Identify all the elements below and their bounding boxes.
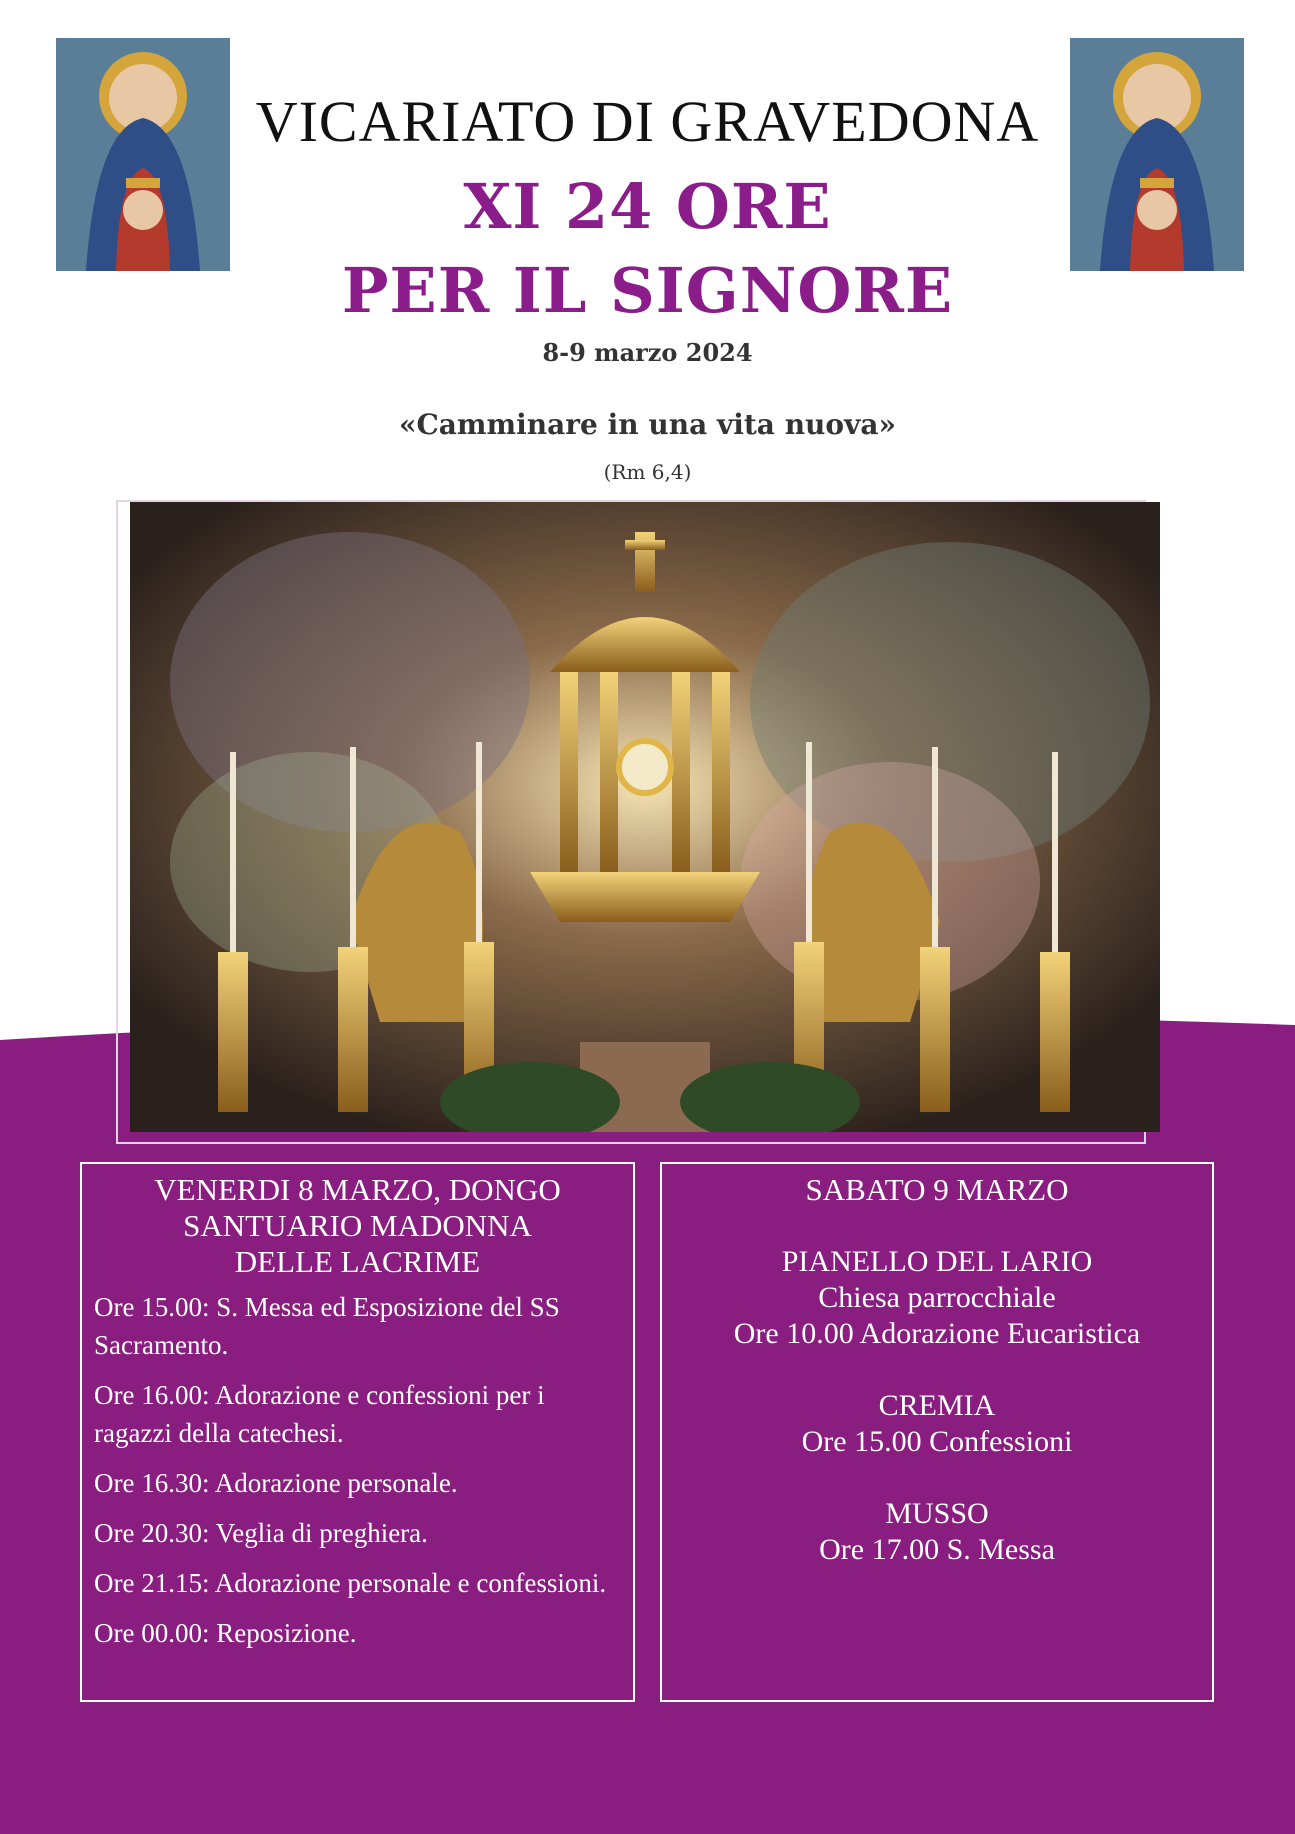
saturday-location-pianello bbox=[662, 1244, 1212, 1352]
location-name: PIANELLO DEL LARIO bbox=[781, 1245, 1093, 1278]
saturday-location-cremia bbox=[662, 1388, 1212, 1460]
saturday-program-box bbox=[660, 1162, 1214, 1702]
location-time: Ore 15.00 Confessioni bbox=[801, 1425, 1073, 1458]
schedule-item: Ore 16.30: Adorazione personale. bbox=[94, 1468, 458, 1498]
event-headline-line1: XI 24 ORE bbox=[463, 170, 832, 243]
location-name: MUSSO bbox=[885, 1497, 989, 1530]
friday-schedule-list bbox=[82, 1288, 633, 1652]
altar-photo bbox=[130, 502, 1160, 1132]
friday-heading-line2: SANTUARIO MADONNA bbox=[183, 1208, 532, 1243]
friday-program-box bbox=[80, 1162, 635, 1702]
friday-heading-line1: VENERDI 8 MARZO, DONGO bbox=[154, 1172, 561, 1207]
schedule-item: Ore 15.00: S. Messa ed Esposizione del SS Sacramento. bbox=[94, 1292, 560, 1360]
schedule-item: Ore 16.00: Adorazione e confessioni per i ragazzi della catechesi. bbox=[94, 1380, 545, 1448]
bible-reference: (Rm 6,4) bbox=[603, 460, 692, 484]
event-dates: 8-9 marzo 2024 bbox=[542, 338, 753, 367]
saturday-location-musso bbox=[662, 1496, 1212, 1568]
event-headline-line2: PER IL SIGNORE bbox=[341, 254, 954, 327]
vicariate-title: VICARIATO DI GRAVEDONA bbox=[255, 89, 1040, 154]
location-name: CREMIA bbox=[878, 1389, 996, 1422]
location-detail: Chiesa parrocchiale bbox=[818, 1281, 1056, 1314]
schedule-item: Ore 20.30: Veglia di preghiera. bbox=[94, 1518, 428, 1548]
saturday-heading: SABATO 9 MARZO bbox=[805, 1172, 1069, 1207]
event-motto: «Camminare in una vita nuova» bbox=[398, 408, 896, 441]
friday-heading bbox=[82, 1172, 633, 1280]
schedule-item: Ore 21.15: Adorazione personale e confessioni. bbox=[94, 1568, 607, 1598]
location-time: Ore 17.00 S. Messa bbox=[819, 1533, 1055, 1566]
schedule-item: Ore 00.00: Reposizione. bbox=[94, 1618, 357, 1648]
friday-heading-line3: DELLE LACRIME bbox=[234, 1244, 481, 1279]
location-time: Ore 10.00 Adorazione Eucaristica bbox=[733, 1317, 1141, 1350]
